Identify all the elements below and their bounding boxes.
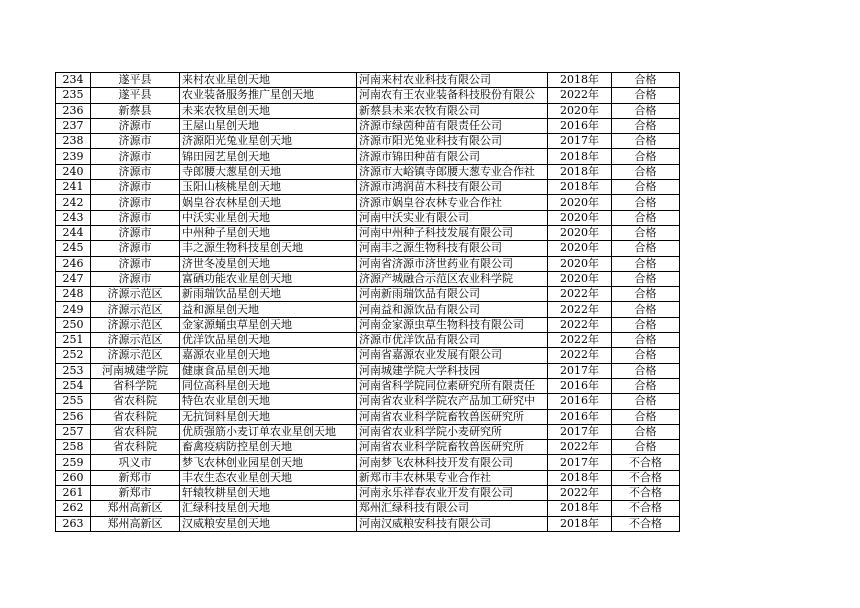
region-cell: 济源市 (91, 164, 180, 179)
certification-table (55, 72, 680, 532)
result-cell: 合格 (612, 363, 680, 378)
table-row (56, 409, 680, 424)
region-cell: 郑州高新区 (91, 516, 180, 531)
table-row (56, 302, 680, 317)
result-cell: 合格 (612, 164, 680, 179)
organization-cell: 河南益和源饮品有限公司 (357, 302, 548, 317)
region-cell: 新蔡县 (91, 103, 180, 118)
row-number-cell: 258 (56, 440, 91, 455)
result-cell: 不合格 (612, 516, 680, 531)
result-cell: 不合格 (612, 501, 680, 516)
project-name-cell: 梦飞农林创业园星创天地 (180, 455, 357, 470)
row-number-cell: 240 (56, 164, 91, 179)
region-cell: 省农科院 (91, 424, 180, 439)
project-name-cell: 寺郎腰大葱星创天地 (180, 164, 357, 179)
organization-cell: 河南省嘉源农业发展有限公司 (357, 348, 548, 363)
project-name-cell: 中沃实业星创天地 (180, 210, 357, 225)
organization-cell: 河南金家源虫草生物科技有限公司 (357, 317, 548, 332)
table-row (56, 333, 680, 348)
year-cell: 2016年 (548, 118, 612, 133)
table-row (56, 486, 680, 501)
project-name-cell: 中州种子星创天地 (180, 225, 357, 240)
row-number-cell: 239 (56, 149, 91, 164)
table-row (56, 348, 680, 363)
table-row (56, 256, 680, 271)
project-name-cell: 畜禽疫病防控星创天地 (180, 440, 357, 455)
row-number-cell: 234 (56, 73, 91, 88)
row-number-cell: 256 (56, 409, 91, 424)
result-cell: 合格 (612, 88, 680, 103)
organization-cell: 河南新雨瑞饮品有限公司 (357, 287, 548, 302)
row-number-cell: 254 (56, 378, 91, 393)
row-number-cell: 250 (56, 317, 91, 332)
region-cell: 遂平县 (91, 88, 180, 103)
region-cell: 省科学院 (91, 378, 180, 393)
region-cell: 济源市 (91, 271, 180, 286)
result-cell: 合格 (612, 134, 680, 149)
table-row (56, 195, 680, 210)
year-cell: 2016年 (548, 394, 612, 409)
table-body (56, 73, 680, 532)
region-cell: 遂平县 (91, 73, 180, 88)
year-cell: 2022年 (548, 88, 612, 103)
project-name-cell: 王屋山星创天地 (180, 118, 357, 133)
row-number-cell: 249 (56, 302, 91, 317)
result-cell: 合格 (612, 424, 680, 439)
row-number-cell: 261 (56, 486, 91, 501)
table-row (56, 164, 680, 179)
project-name-cell: 益和源星创天地 (180, 302, 357, 317)
result-cell: 不合格 (612, 470, 680, 485)
table-row (56, 394, 680, 409)
organization-cell: 河南省农业科学院小麦研究所 (357, 424, 548, 439)
project-name-cell: 济世冬凌星创天地 (180, 256, 357, 271)
result-cell: 合格 (612, 302, 680, 317)
region-cell: 河南城建学院 (91, 363, 180, 378)
region-cell: 省农科院 (91, 409, 180, 424)
result-cell: 合格 (612, 149, 680, 164)
project-name-cell: 嘉源农业星创天地 (180, 348, 357, 363)
project-name-cell: 济源阳光兔业星创天地 (180, 134, 357, 149)
result-cell: 合格 (612, 378, 680, 393)
region-cell: 济源市 (91, 210, 180, 225)
year-cell: 2020年 (548, 103, 612, 118)
year-cell: 2020年 (548, 225, 612, 240)
year-cell: 2017年 (548, 363, 612, 378)
project-name-cell: 特色农业星创天地 (180, 394, 357, 409)
project-name-cell: 同位高科星创天地 (180, 378, 357, 393)
project-name-cell: 丰之源生物科技星创天地 (180, 241, 357, 256)
organization-cell: 河南丰之源生物科技有限公司 (357, 241, 548, 256)
region-cell: 新郑市 (91, 470, 180, 485)
region-cell: 省农科院 (91, 440, 180, 455)
project-name-cell: 优洋饮品星创天地 (180, 333, 357, 348)
project-name-cell: 汇绿科技星创天地 (180, 501, 357, 516)
table-row (56, 88, 680, 103)
organization-cell: 河南省农业科学院农产品加工研究中 (357, 394, 548, 409)
table-row (56, 241, 680, 256)
year-cell: 2018年 (548, 149, 612, 164)
row-number-cell: 242 (56, 195, 91, 210)
result-cell: 不合格 (612, 486, 680, 501)
project-name-cell: 丰农生态农业星创天地 (180, 470, 357, 485)
row-number-cell: 236 (56, 103, 91, 118)
organization-cell: 河南中沃实业有限公司 (357, 210, 548, 225)
row-number-cell: 244 (56, 225, 91, 240)
organization-cell: 河南省农业科学院畜牧兽医研究所 (357, 409, 548, 424)
table-row (56, 440, 680, 455)
year-cell: 2022年 (548, 333, 612, 348)
table-row (56, 180, 680, 195)
row-number-cell: 241 (56, 180, 91, 195)
result-cell: 合格 (612, 225, 680, 240)
row-number-cell: 263 (56, 516, 91, 531)
result-cell: 合格 (612, 210, 680, 225)
year-cell: 2018年 (548, 180, 612, 195)
table-row (56, 470, 680, 485)
table-row (56, 73, 680, 88)
table-row (56, 149, 680, 164)
row-number-cell: 259 (56, 455, 91, 470)
region-cell: 济源市 (91, 149, 180, 164)
year-cell: 2022年 (548, 440, 612, 455)
region-cell: 济源市 (91, 134, 180, 149)
organization-cell: 济源市优洋饮品有限公司 (357, 333, 548, 348)
row-number-cell: 255 (56, 394, 91, 409)
table-row (56, 225, 680, 240)
result-cell: 合格 (612, 73, 680, 88)
project-name-cell: 轩辕牧耕星创天地 (180, 486, 357, 501)
result-cell: 合格 (612, 348, 680, 363)
year-cell: 2018年 (548, 164, 612, 179)
row-number-cell: 237 (56, 118, 91, 133)
project-name-cell: 农业装备服务推广星创天地 (180, 88, 357, 103)
project-name-cell: 金家源蛹虫草星创天地 (180, 317, 357, 332)
year-cell: 2016年 (548, 378, 612, 393)
table-row (56, 378, 680, 393)
result-cell: 合格 (612, 394, 680, 409)
region-cell: 济源示范区 (91, 348, 180, 363)
result-cell: 不合格 (612, 455, 680, 470)
table-row (56, 501, 680, 516)
year-cell: 2017年 (548, 424, 612, 439)
result-cell: 合格 (612, 287, 680, 302)
table-row (56, 134, 680, 149)
year-cell: 2020年 (548, 241, 612, 256)
year-cell: 2020年 (548, 210, 612, 225)
row-number-cell: 235 (56, 88, 91, 103)
row-number-cell: 238 (56, 134, 91, 149)
year-cell: 2020年 (548, 256, 612, 271)
region-cell: 济源示范区 (91, 333, 180, 348)
organization-cell: 河南永乐祥春农业开发有限公司 (357, 486, 548, 501)
region-cell: 济源示范区 (91, 287, 180, 302)
table-row (56, 118, 680, 133)
project-name-cell: 未来农牧星创天地 (180, 103, 357, 118)
row-number-cell: 262 (56, 501, 91, 516)
year-cell: 2022年 (548, 486, 612, 501)
result-cell: 合格 (612, 195, 680, 210)
row-number-cell: 243 (56, 210, 91, 225)
organization-cell: 新蔡县未来农牧有限公司 (357, 103, 548, 118)
row-number-cell: 260 (56, 470, 91, 485)
organization-cell: 河南城建学院大学科技园 (357, 363, 548, 378)
result-cell: 合格 (612, 118, 680, 133)
year-cell: 2017年 (548, 455, 612, 470)
result-cell: 合格 (612, 440, 680, 455)
organization-cell: 河南省科学院同位素研究所有限责任 (357, 378, 548, 393)
organization-cell: 河南省济源市济世药业有限公司 (357, 256, 548, 271)
organization-cell: 济源市鸿润苗木科技有限公司 (357, 180, 548, 195)
project-name-cell: 新雨瑞饮品星创天地 (180, 287, 357, 302)
project-name-cell: 娲皇谷农林星创天地 (180, 195, 357, 210)
year-cell: 2018年 (548, 501, 612, 516)
region-cell: 济源示范区 (91, 302, 180, 317)
year-cell: 2020年 (548, 195, 612, 210)
table-row (56, 455, 680, 470)
region-cell: 济源市 (91, 118, 180, 133)
year-cell: 2022年 (548, 317, 612, 332)
project-name-cell: 锦田园艺星创天地 (180, 149, 357, 164)
table-row (56, 287, 680, 302)
year-cell: 2022年 (548, 287, 612, 302)
organization-cell: 济源市锦田种苗有限公司 (357, 149, 548, 164)
region-cell: 巩义市 (91, 455, 180, 470)
year-cell: 2022年 (548, 348, 612, 363)
row-number-cell: 246 (56, 256, 91, 271)
result-cell: 合格 (612, 103, 680, 118)
organization-cell: 济源市娲皇谷农林专业合作社 (357, 195, 548, 210)
project-name-cell: 汉威粮安星创天地 (180, 516, 357, 531)
region-cell: 济源市 (91, 180, 180, 195)
region-cell: 郑州高新区 (91, 501, 180, 516)
result-cell: 合格 (612, 241, 680, 256)
region-cell: 新郑市 (91, 486, 180, 501)
row-number-cell: 247 (56, 271, 91, 286)
project-name-cell: 富硒功能农业星创天地 (180, 271, 357, 286)
result-cell: 合格 (612, 271, 680, 286)
organization-cell: 济源市阳光兔业科技有限公司 (357, 134, 548, 149)
row-number-cell: 252 (56, 348, 91, 363)
project-name-cell: 来村农业星创天地 (180, 73, 357, 88)
table-row (56, 103, 680, 118)
region-cell: 济源市 (91, 195, 180, 210)
organization-cell: 河南农有王农业装备科技股份有限公 (357, 88, 548, 103)
result-cell: 合格 (612, 409, 680, 424)
project-name-cell: 玉阳山核桃星创天地 (180, 180, 357, 195)
result-cell: 合格 (612, 180, 680, 195)
result-cell: 合格 (612, 256, 680, 271)
organization-cell: 济源市大峪镇寺郎腰大葱专业合作社 (357, 164, 548, 179)
table-row (56, 210, 680, 225)
year-cell: 2018年 (548, 470, 612, 485)
organization-cell: 河南汉威粮安科技有限公司 (357, 516, 548, 531)
year-cell: 2017年 (548, 134, 612, 149)
row-number-cell: 251 (56, 333, 91, 348)
year-cell: 2022年 (548, 302, 612, 317)
table-row (56, 363, 680, 378)
organization-cell: 河南来村农业科技有限公司 (357, 73, 548, 88)
region-cell: 济源市 (91, 256, 180, 271)
row-number-cell: 257 (56, 424, 91, 439)
row-number-cell: 253 (56, 363, 91, 378)
row-number-cell: 248 (56, 287, 91, 302)
project-name-cell: 健康食品星创天地 (180, 363, 357, 378)
organization-cell: 济源产城融合示范区农业科学院 (357, 271, 548, 286)
table-row (56, 317, 680, 332)
organization-cell: 河南省农业科学院畜牧兽医研究所 (357, 440, 548, 455)
table-row (56, 271, 680, 286)
organization-cell: 河南梦飞农林科技开发有限公司 (357, 455, 548, 470)
year-cell: 2016年 (548, 409, 612, 424)
organization-cell: 济源市绿茵种苗有限责任公司 (357, 118, 548, 133)
organization-cell: 新郑市丰农林果专业合作社 (357, 470, 548, 485)
project-name-cell: 优质强筋小麦订单农业星创天地 (180, 424, 357, 439)
organization-cell: 河南中州种子科技发展有限公司 (357, 225, 548, 240)
result-cell: 合格 (612, 333, 680, 348)
region-cell: 济源示范区 (91, 317, 180, 332)
result-cell: 合格 (612, 317, 680, 332)
project-name-cell: 无抗饲料星创天地 (180, 409, 357, 424)
table-row (56, 516, 680, 531)
year-cell: 2018年 (548, 73, 612, 88)
year-cell: 2020年 (548, 271, 612, 286)
region-cell: 省农科院 (91, 394, 180, 409)
year-cell: 2018年 (548, 516, 612, 531)
region-cell: 济源市 (91, 225, 180, 240)
region-cell: 济源市 (91, 241, 180, 256)
table-row (56, 424, 680, 439)
row-number-cell: 245 (56, 241, 91, 256)
organization-cell: 郑州汇绿科技有限公司 (357, 501, 548, 516)
